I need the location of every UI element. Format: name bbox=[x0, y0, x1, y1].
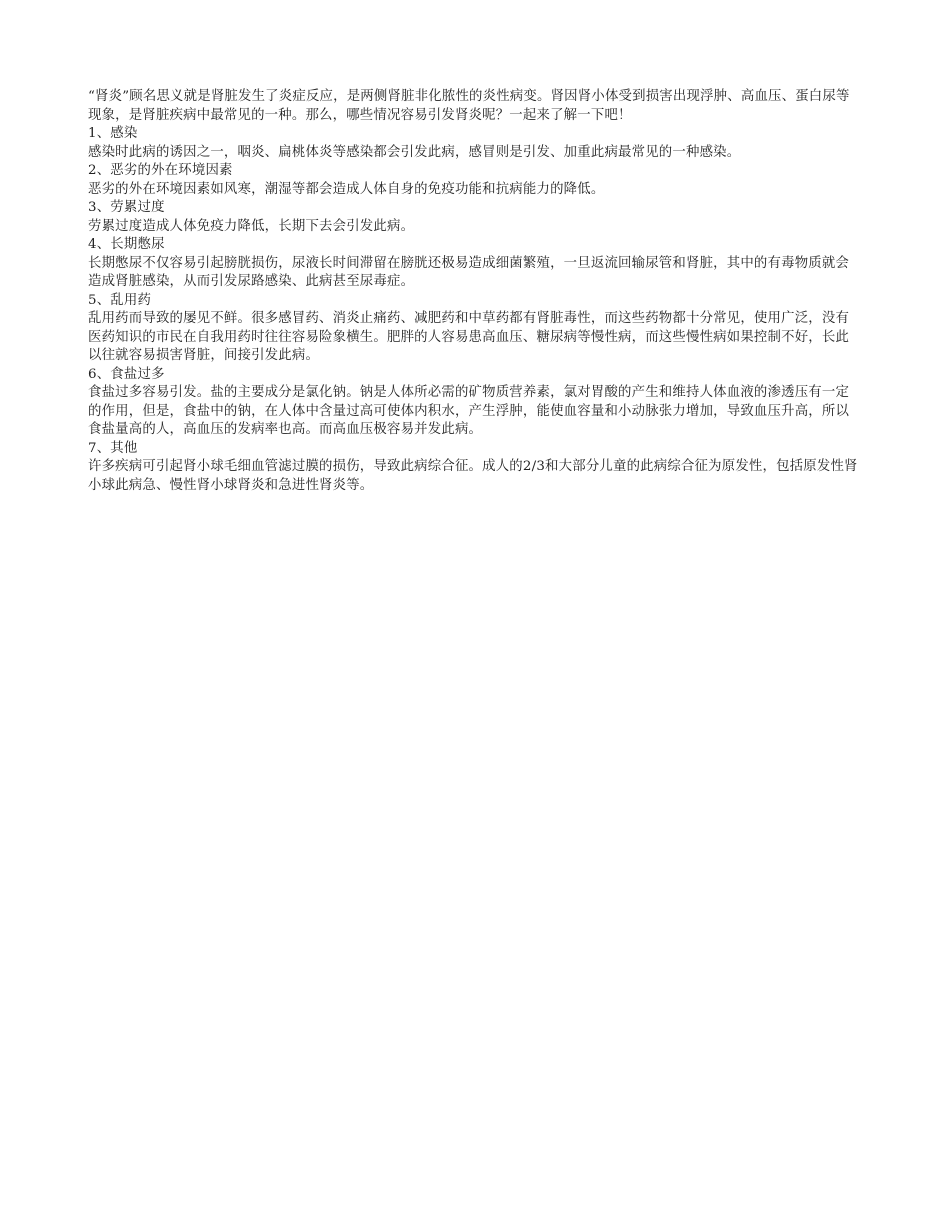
section-body: 感染时此病的诱因之一，咽炎、扁桃体炎等感染都会引发此病，感冒则是引发、加重此病最常见的一种感染。 bbox=[88, 144, 741, 160]
intro-paragraph: “肾炎”顾名思义就是肾脏发生了炎症反应，是两侧肾脏非化脓性的炎性病变。肾因肾小体受到损害出现浮肿、高血压、蛋白尿等现象，是肾脏疾病中最常见的一种。那么，哪些情况容易引发肾炎呢？一起来了解一下吧！ bbox=[88, 89, 850, 123]
section-other bbox=[88, 440, 858, 496]
section-holding-urine bbox=[88, 236, 858, 292]
section-body: 恶劣的外在环境因素如风寒，潮湿等都会造成人体自身的免疫功能和抗病能力的降低。 bbox=[88, 181, 605, 197]
section-heading: 4、长期憋尿 bbox=[88, 237, 165, 252]
section-body: 长期憋尿不仅容易引起膀胱损伤，尿液长时间滞留在膀胱还极易造成细菌繁殖，一旦返流回输尿管和肾脏，其中的有毒物质就会造成肾脏感染，从而引发尿路感染、此病甚至尿毒症。 bbox=[88, 255, 850, 289]
section-body: 劳累过度造成人体免疫力降低，长期下去会引发此病。 bbox=[88, 218, 415, 234]
section-drug-misuse bbox=[88, 292, 858, 366]
section-infection bbox=[88, 125, 858, 162]
section-heading: 1、感染 bbox=[88, 126, 138, 141]
section-heading: 3、劳累过度 bbox=[88, 200, 165, 215]
section-heading: 7、其他 bbox=[88, 440, 138, 456]
section-body: 食盐过多容易引发。盐的主要成分是氯化钠。钠是人体所必需的矿物质营养素，氯对胃酸的产生和维持人体血液的渗透压有一定的作用，但是，食盐中的钠，在人体中含量过高可使体内积水，产生浮肿，能使血容量和小动脉张力增加，导致血压升高，所以食盐量高的人，高血压的发病率也高。而高血压极容易并发此病。 bbox=[88, 385, 850, 437]
section-body: 乱用药而导致的屡见不鲜。很多感冒药、消炎止痛药、减肥药和中草药都有肾脏毒性，而这些药物都十分常见，使用广泛，没有医药知识的市民在自我用药时往往容易险象横生。肥胖的人容易患高血压、糖尿病等慢性病，而这些慢性病如果控制不好，长此以往就容易损害肾脏，间接引发此病。 bbox=[88, 311, 850, 363]
section-body: 许多疾病可引起肾小球毛细血管滤过膜的损伤，导致此病综合征。成人的2/3和大部分儿童的此病综合征为原发性，包括原发性肾小球此病急、慢性肾小球肾炎和急进性肾炎等。 bbox=[88, 459, 858, 493]
section-heading: 6、食盐过多 bbox=[88, 366, 165, 382]
section-excess-salt bbox=[88, 366, 858, 440]
section-heading: 5、乱用药 bbox=[88, 292, 152, 308]
article bbox=[88, 88, 858, 495]
section-overwork bbox=[88, 199, 858, 236]
section-heading: 2、恶劣的外在环境因素 bbox=[88, 163, 233, 178]
section-environment bbox=[88, 162, 858, 199]
